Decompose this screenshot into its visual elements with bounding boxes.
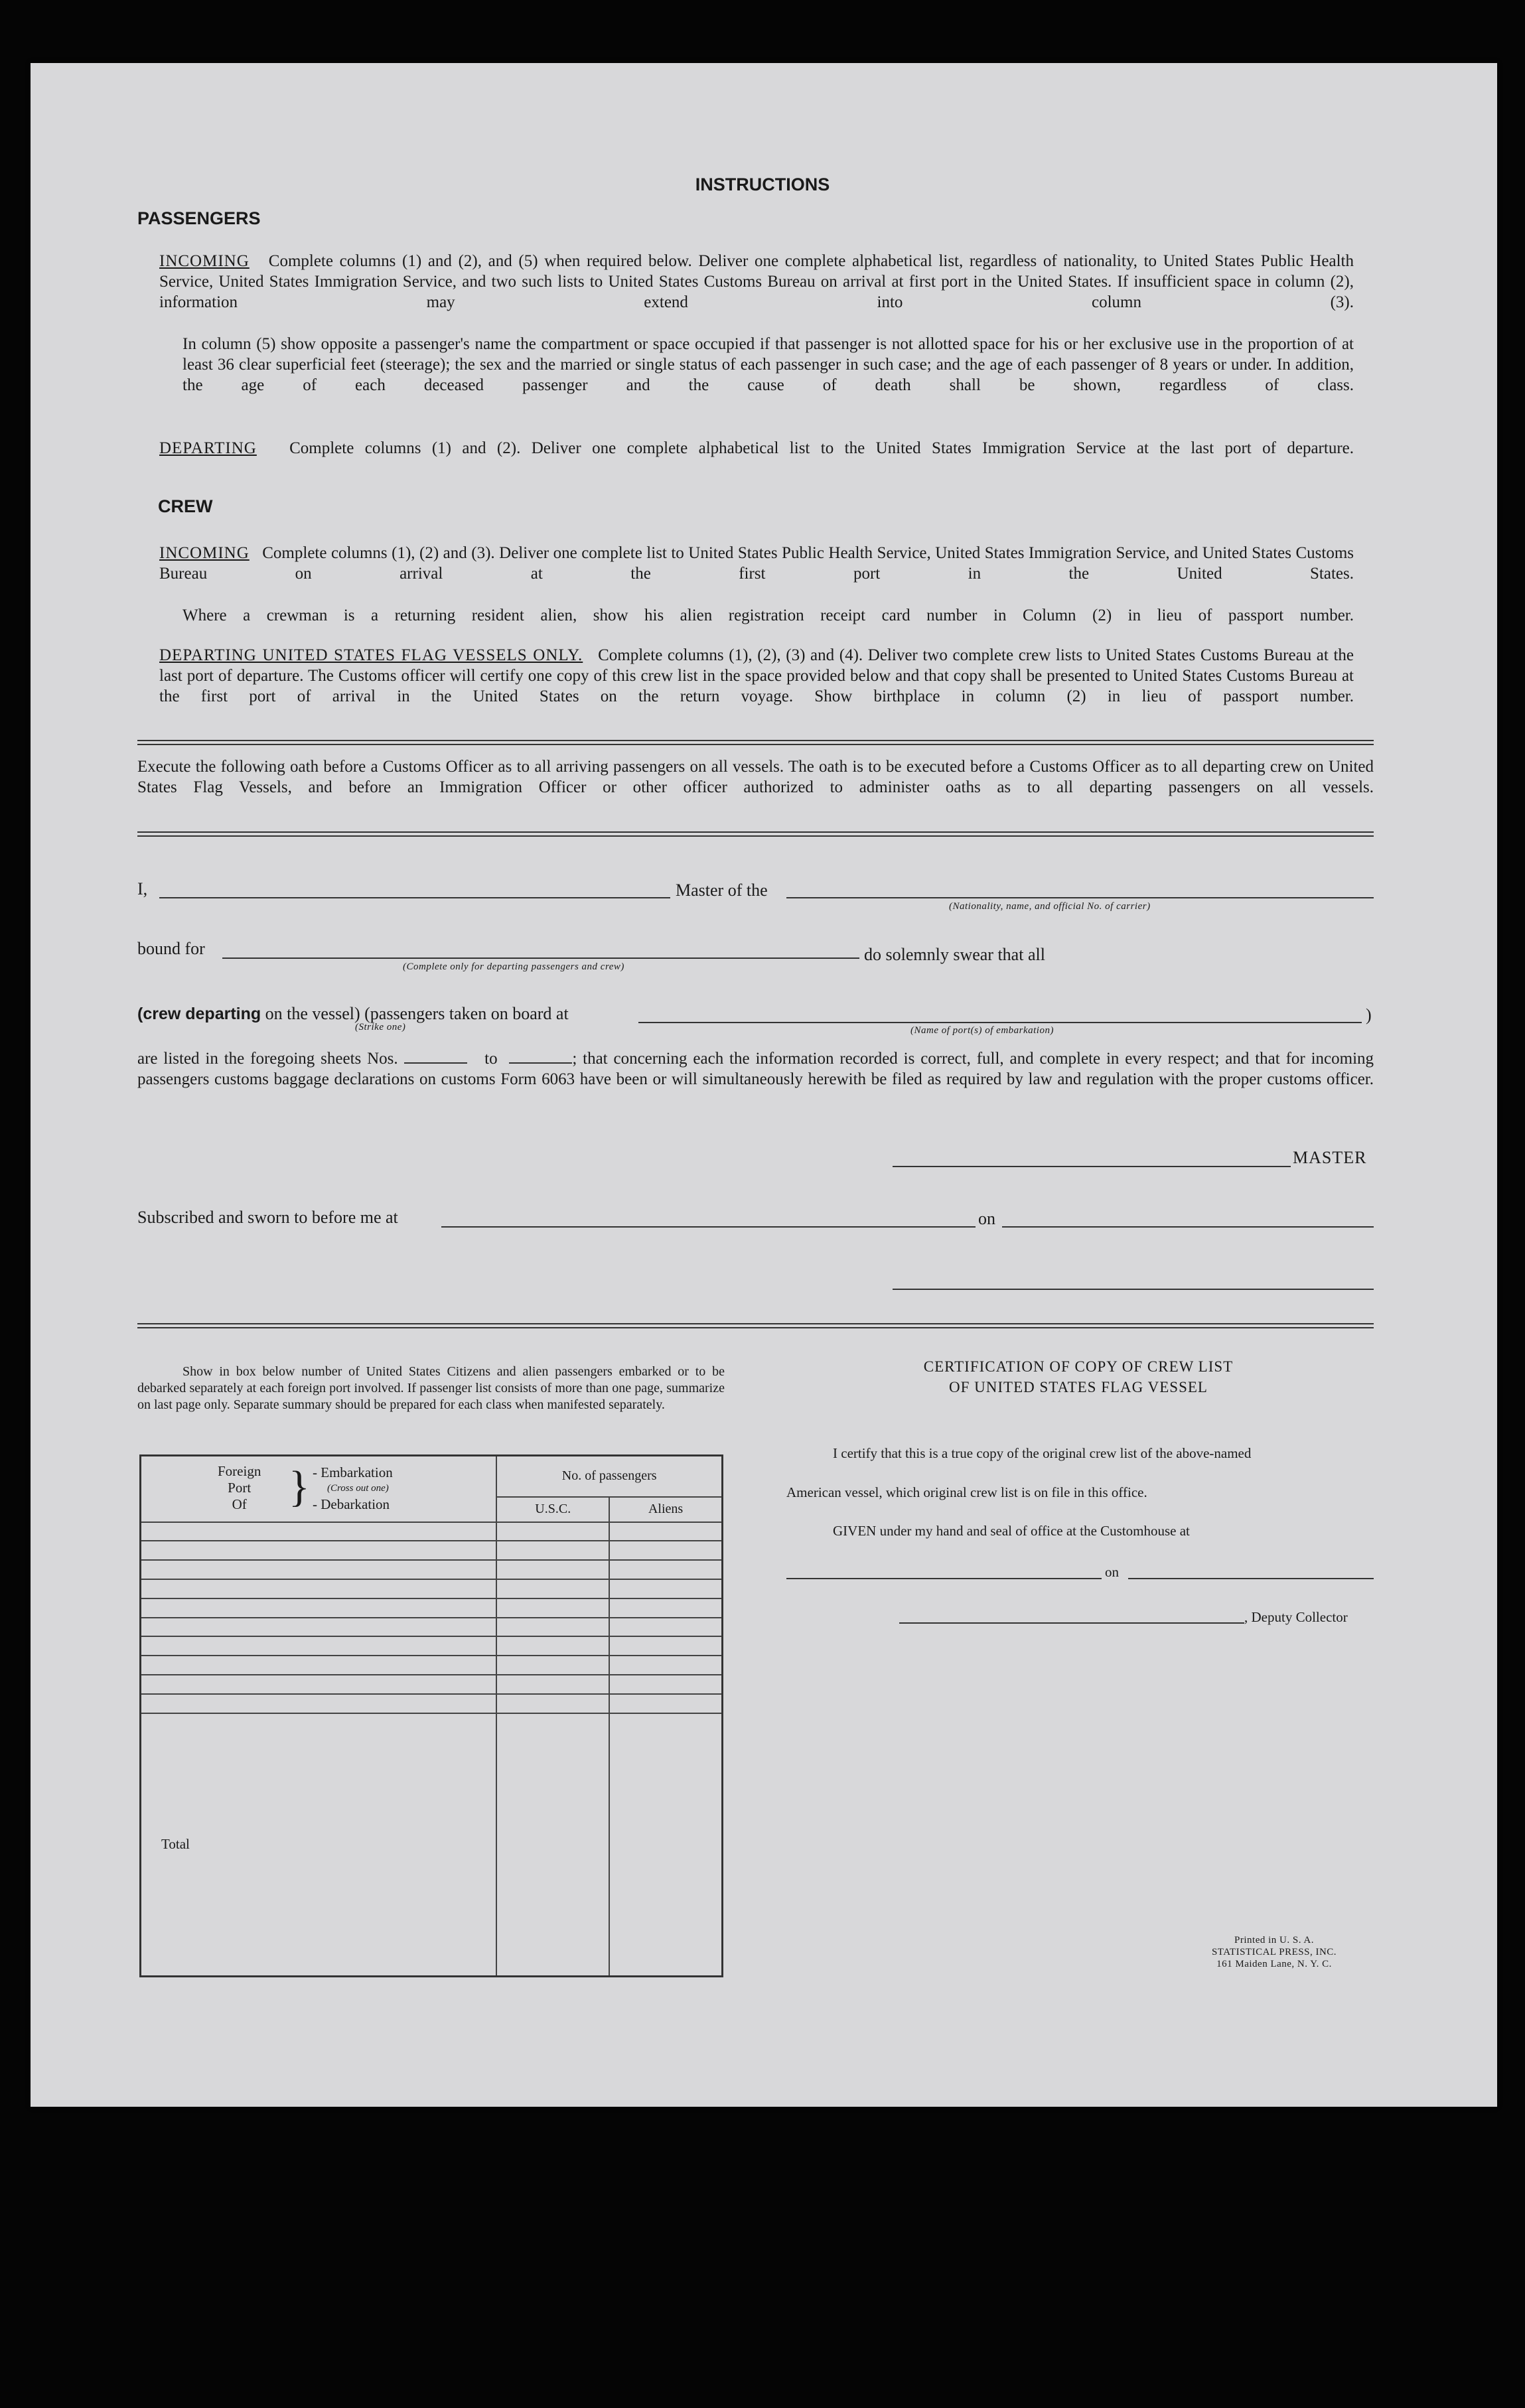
port-cell[interactable] xyxy=(141,1579,497,1598)
oath-listed-paragraph xyxy=(137,1048,1374,1110)
table-row xyxy=(141,1656,723,1675)
usc-cell[interactable] xyxy=(496,1694,609,1713)
aliens-cell[interactable] xyxy=(609,1522,722,1541)
officer-signature-field[interactable] xyxy=(893,1289,1374,1290)
customhouse-field[interactable] xyxy=(786,1578,1102,1579)
certification-date-field[interactable] xyxy=(1128,1578,1374,1579)
foreign-label: Foreign xyxy=(218,1463,261,1479)
passengers-incoming-paragraph xyxy=(159,251,1354,333)
port-hint: (Name of port(s) of embarkation) xyxy=(910,1025,1054,1036)
oath-intro-paragraph: Execute the following oath before a Customs Officer as to all arriving passengers on all vessels. The oath is to be executed before a Customs Officer as to all departing crew on United States Flag Vessels, and before an Immigration Officer or other officer authorized to administer oaths as to all departing passengers on all vessels. xyxy=(137,758,1374,796)
certification-title-2: OF UNITED STATES FLAG VESSEL xyxy=(949,1379,1208,1395)
aliens-cell[interactable] xyxy=(609,1675,722,1694)
listed-pre-text: are listed in the foregoing sheets Nos. xyxy=(137,1050,398,1068)
aliens-cell[interactable] xyxy=(609,1618,722,1637)
total-aliens-cell[interactable] xyxy=(609,1713,722,1977)
sheet-to-field[interactable] xyxy=(509,1050,572,1064)
port-cell[interactable] xyxy=(141,1675,497,1694)
port-cell[interactable] xyxy=(141,1636,497,1656)
total-label: Total xyxy=(141,1713,497,1977)
table-row xyxy=(141,1675,723,1694)
port-label: Port xyxy=(228,1480,252,1496)
certify-line-1: I certify that this is a true copy of the original crew list of the above-named xyxy=(833,1445,1252,1461)
passengers-departing-label: DEPARTING xyxy=(159,439,257,457)
usc-cell[interactable] xyxy=(496,1541,609,1560)
carrier-hint: (Nationality, name, and official No. of carrier) xyxy=(949,901,1151,912)
printer-imprint xyxy=(1155,1934,1394,1970)
aliens-cell[interactable] xyxy=(609,1579,722,1598)
usc-cell[interactable] xyxy=(496,1636,609,1656)
crew-incoming-label: INCOMING xyxy=(159,544,250,562)
divider-3 xyxy=(137,1323,1374,1328)
deputy-collector-label: , Deputy Collector xyxy=(1244,1609,1348,1625)
passengers-title: PASSENGERS xyxy=(137,208,261,228)
debarkation-option[interactable]: - Debarkation xyxy=(313,1496,390,1512)
crew-alien-paragraph: Where a crewman is a returning resident alien, show his alien registration receipt card number in Column (2) in lieu of passport number. xyxy=(182,606,1354,624)
crew-flag-label: DEPARTING UNITED STATES FLAG VESSELS ONLY. xyxy=(159,646,583,664)
usc-cell[interactable] xyxy=(496,1598,609,1618)
table-row xyxy=(141,1579,723,1598)
subscribed-date-field[interactable] xyxy=(1002,1226,1374,1228)
table-row xyxy=(141,1560,723,1579)
printer-line-2: STATISTICAL PRESS, INC. xyxy=(1211,1947,1337,1957)
embarkation-port-field[interactable] xyxy=(638,1022,1362,1023)
printer-line-3: 161 Maiden Lane, N. Y. C. xyxy=(1216,1959,1332,1969)
of-label: Of xyxy=(232,1496,247,1512)
strike-hint: (Strike one) xyxy=(355,1022,406,1032)
given-line: GIVEN under my hand and seal of office at the Customhouse at xyxy=(833,1523,1190,1539)
usc-header: U.S.C. xyxy=(496,1497,609,1522)
subscribed-place-field[interactable] xyxy=(441,1226,976,1228)
crew-departing-option xyxy=(137,1004,569,1024)
port-cell[interactable] xyxy=(141,1541,497,1560)
passenger-summary-table xyxy=(139,1454,723,1977)
aliens-cell[interactable] xyxy=(609,1636,722,1656)
no-of-passengers-header: No. of passengers xyxy=(496,1456,722,1497)
aliens-cell[interactable] xyxy=(609,1560,722,1579)
aliens-cell[interactable] xyxy=(609,1656,722,1675)
instructions-heading: INSTRUCTIONS xyxy=(695,175,830,194)
total-row xyxy=(141,1713,723,1977)
cross-out-hint: (Cross out one) xyxy=(327,1483,389,1494)
subscribed-label: Subscribed and sworn to before me at xyxy=(137,1208,398,1227)
certify-line-2: American vessel, which original crew list is on file in this office. xyxy=(786,1484,1147,1500)
bound-for-hint: (Complete only for departing passengers and crew) xyxy=(403,961,624,972)
passengers-departing-paragraph xyxy=(159,438,1354,479)
passengers-column5-paragraph: In column (5) show opposite a passenger's name the compartment or space occupied if that passenger is not allotted space for his or her exclusive use in the proportion of at least 36 clear superficial feet (steerage); the sex and the married or single status of each passenger in such case; and the age of each passenger of 8 years or under. In addition, the age of each deceased passenger and the cause of death shall be shown, regardless of class. xyxy=(182,335,1354,394)
table-row xyxy=(141,1694,723,1713)
close-paren: ) xyxy=(1366,1005,1372,1025)
total-usc-cell[interactable] xyxy=(496,1713,609,1977)
port-cell[interactable] xyxy=(141,1694,497,1713)
brace-icon: } xyxy=(289,1462,310,1511)
table-row xyxy=(141,1598,723,1618)
on-the-vessel-label: on the vessel) xyxy=(265,1004,360,1023)
port-cell[interactable] xyxy=(141,1656,497,1675)
port-cell[interactable] xyxy=(141,1522,497,1541)
table-row xyxy=(141,1636,723,1656)
bound-for-label: bound for xyxy=(137,939,205,958)
foreign-port-header xyxy=(141,1456,497,1522)
usc-cell[interactable] xyxy=(496,1522,609,1541)
table-row xyxy=(141,1541,723,1560)
usc-cell[interactable] xyxy=(496,1656,609,1675)
passengers-incoming-text: Complete columns (1) and (2), and (5) when required below. Deliver one complete alphabetical list, regardless of nationality, to United States Public Health Service, United States Immigration Service, and two such lists to United States Customs Bureau on arrival at first port in the United States. If insufficient space in column (2), information may extend into column (3). xyxy=(159,252,1354,311)
aliens-cell[interactable] xyxy=(609,1694,722,1713)
passengers-taken-label: (passengers taken on board at xyxy=(364,1004,569,1023)
listed-post-text: ; that concerning each the information recorded is correct, full, and complete in every respect; and that for incoming passengers customs baggage declarations on customs Form 6063 have been or will simultaneously herewith be filed as required by law and regulation with the proper customs officer. xyxy=(137,1050,1374,1088)
crew-title: CREW xyxy=(158,496,213,516)
sheet-from-field[interactable] xyxy=(404,1050,467,1064)
crew-departing-label: (crew departing xyxy=(137,1005,261,1023)
table-row xyxy=(141,1522,723,1541)
to-label: to xyxy=(484,1050,498,1068)
crew-incoming-paragraph xyxy=(159,543,1354,604)
port-cell[interactable] xyxy=(141,1618,497,1637)
oath-i-label: I, xyxy=(137,879,148,898)
divider-1 xyxy=(137,740,1374,745)
deputy-signature-field[interactable] xyxy=(899,1622,1244,1624)
carrier-field[interactable] xyxy=(786,897,1374,898)
embarkation-option[interactable]: - Embarkation xyxy=(313,1464,393,1480)
bound-for-field[interactable] xyxy=(222,957,859,959)
subscribed-on-label: on xyxy=(978,1209,995,1228)
passengers-incoming-label: INCOMING xyxy=(159,252,250,270)
port-cell[interactable] xyxy=(141,1598,497,1618)
usc-cell[interactable] xyxy=(496,1675,609,1694)
passengers-departing-text: Complete columns (1) and (2). Deliver one complete alphabetical list to the United States Immigration Service at the last port of departure. xyxy=(289,439,1354,457)
usc-cell[interactable] xyxy=(496,1618,609,1637)
aliens-header: Aliens xyxy=(609,1497,722,1522)
crew-flag-text: Complete columns (1), (2), (3) and (4). Deliver two complete crew lists to United States Customs Bureau at the last port of departure. The Customs officer will certify one copy of this crew list in the space provided below and that copy shall be presented to United States Customs Bureau at the first port of arrival in the United States on the return voyage. Show birthplace in column (2) in lieu of passport number. xyxy=(159,646,1354,705)
certification-title-1: CERTIFICATION OF COPY OF CREW LIST xyxy=(923,1358,1234,1375)
master-name-field[interactable] xyxy=(159,897,670,898)
crew-incoming-text: Complete columns (1), (2) and (3). Deliver one complete list to United States Public Health Service, United States Immigration Service, and United States Customs Bureau on arrival at the first port in the United States. xyxy=(159,544,1354,583)
certification-on-label: on xyxy=(1105,1564,1119,1580)
usc-cell[interactable] xyxy=(496,1579,609,1598)
aliens-cell[interactable] xyxy=(609,1598,722,1618)
divider-2 xyxy=(137,831,1374,837)
aliens-cell[interactable] xyxy=(609,1541,722,1560)
port-cell[interactable] xyxy=(141,1560,497,1579)
master-signature-field[interactable] xyxy=(893,1166,1291,1167)
swear-label: do solemnly swear that all xyxy=(864,945,1045,964)
usc-cell[interactable] xyxy=(496,1560,609,1579)
printer-line-1: Printed in U. S. A. xyxy=(1234,1935,1314,1946)
master-label: MASTER xyxy=(1293,1148,1367,1167)
master-of-the-label: Master of the xyxy=(676,881,768,900)
summary-instructions: Show in box below number of United States Citizens and alien passengers embarked or to be debarked separately at each foreign port involved. If passenger list consists of more than one page, summarize on last page only. Separate summary should be prepared for each class when manifested separately. xyxy=(137,1364,725,1412)
table-row xyxy=(141,1618,723,1637)
crew-flag-paragraph xyxy=(159,645,1354,727)
